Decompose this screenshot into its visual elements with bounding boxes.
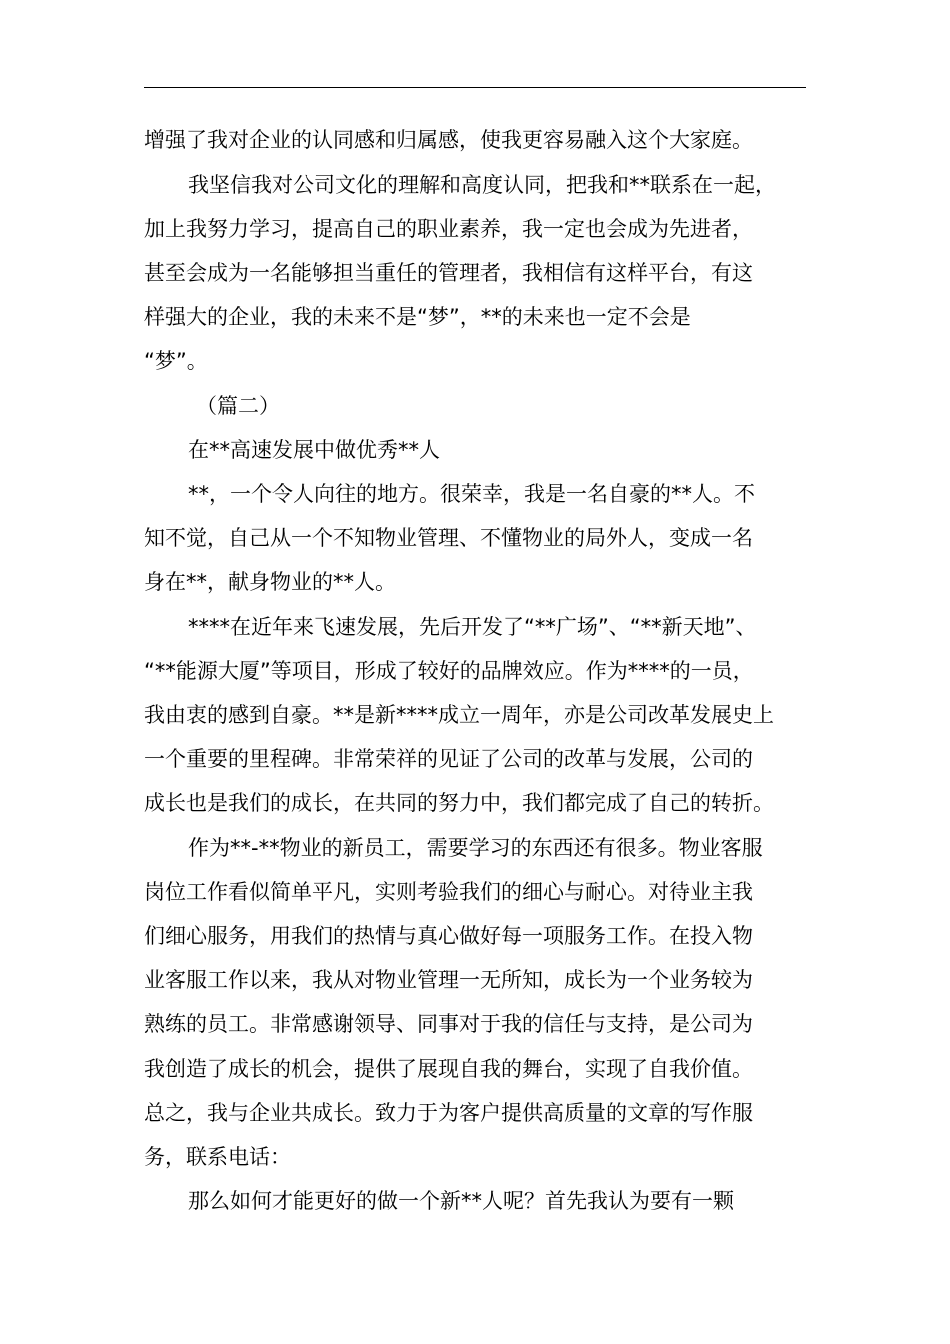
body-line-22: 我创造了成长的机会，提供了展现自我的舞台，实现了自我价值。 <box>144 1057 753 1081</box>
body-line-13: “**能源大厦”等项目，形成了较好的品牌效应。作为****的一员， <box>144 659 754 683</box>
body-line-5: 样强大的企业，我的未来不是“梦”，**的未来也一定不会是 <box>144 305 691 329</box>
header-rule <box>144 87 806 88</box>
body-line-23: 总之，我与企业共成长。致力于为客户提供高质量的文章的写作服 <box>144 1101 753 1125</box>
body-line-17: 作为**-**物业的新员工，需要学习的东西还有很多。物业客服 <box>188 836 763 860</box>
body-line-19: 们细心服务，用我们的热情与真心做好每一项服务工作。在投入物 <box>144 924 753 948</box>
body-line-2: 我坚信我对公司文化的理解和高度认同，把我和**联系在一起， <box>188 173 776 197</box>
article-title: 在**高速发展中做优秀**人 <box>188 438 440 462</box>
body-line-15: 一个重要的里程碑。非常荣祥的见证了公司的改革与发展，公司的 <box>144 747 753 771</box>
body-line-18: 岗位工作看似简单平凡，实则考验我们的细心与耐心。对待业主我 <box>144 880 753 904</box>
body-line-11: 身在**，献身物业的**人。 <box>144 570 396 594</box>
body-line-4: 甚至会成为一名能够担当重任的管理者，我相信有这样平台，有这 <box>144 261 753 285</box>
body-line-20: 业客服工作以来，我从对物业管理一无所知，成长为一个业务较为 <box>144 968 753 992</box>
body-line-21: 熟练的员工。非常感谢领导、同事对于我的信任与支持，是公司为 <box>144 1012 753 1036</box>
body-line-25: 那么如何才能更好的做一个新**人呢？首先我认为要有一颗 <box>188 1189 734 1213</box>
body-line-3: 加上我努力学习，提高自己的职业素养，我一定也会成为先进者， <box>144 217 753 241</box>
body-line-9: **，一个令人向往的地方。很荣幸，我是一名自豪的**人。不 <box>188 482 755 506</box>
body-line-12: ****在近年来飞速发展，先后开发了“**广场”、“**新天地”、 <box>188 615 757 639</box>
body-line-6: “梦”。 <box>144 349 208 373</box>
body-line-10: 知不觉，自己从一个不知物业管理、不懂物业的局外人，变成一名 <box>144 526 753 550</box>
body-line-1: 增强了我对企业的认同感和归属感，使我更容易融入这个大家庭。 <box>144 128 753 152</box>
body-line-16: 成长也是我们的成长，在共同的努力中，我们都完成了自己的转折。 <box>144 791 774 815</box>
section-heading: （篇二） <box>196 394 280 418</box>
body-line-14: 我由衷的感到自豪。**是新****成立一周年，亦是公司改革发展史上 <box>144 703 774 727</box>
body-line-24: 务，联系电话： <box>144 1145 291 1169</box>
